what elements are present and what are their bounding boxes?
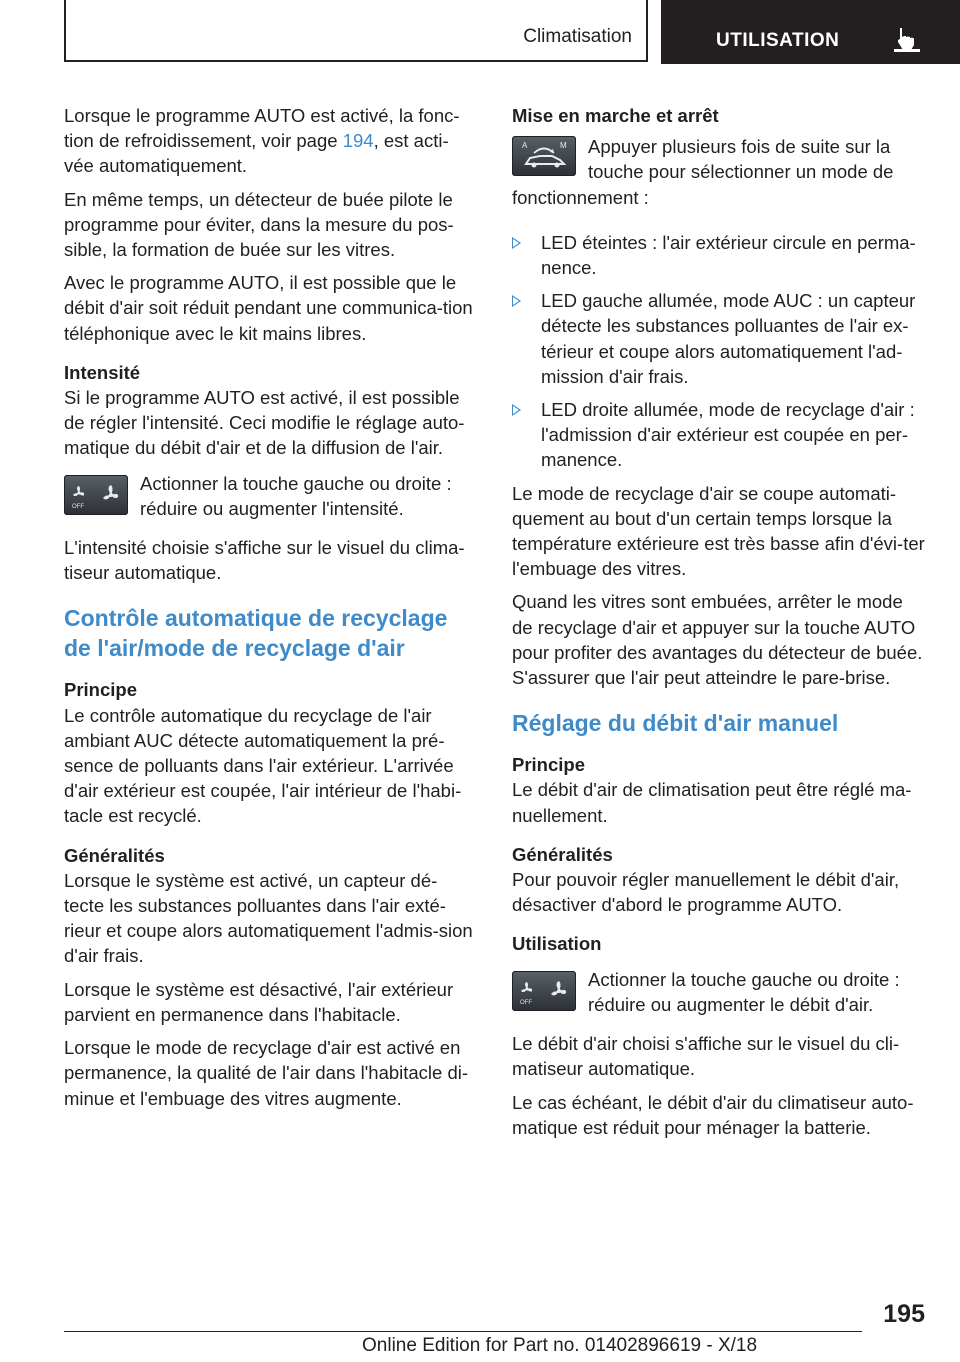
manual-airflow-section-title: Réglage du débit d'air manuel — [512, 710, 839, 737]
phone-call-paragraph: Avec le programme AUTO, il est possible que le débit d'air soit réduit pendant une communica‐tion téléphonique avec le kit mains libres. — [64, 272, 473, 344]
recirculation-button-text: Appuyer plusieurs fois de suite sur la touche pour sélectionner un mode de fonctionnement : — [512, 136, 894, 208]
principle-heading: Principe — [64, 679, 137, 701]
left-column — [64, 103, 477, 1119]
hand-pointer-icon — [894, 26, 920, 52]
bullet-triangle-icon — [512, 404, 521, 416]
fog-detector-paragraph: En même temps, un détecteur de buée pilote le programme pour éviter, dans la mesure du pos‐sible, la formation de buée sur les vitres. — [64, 188, 454, 261]
bullet-triangle-icon — [512, 237, 521, 249]
list-item: LED droite allumée, mode de recyclage d'air : l'admission d'air extérieur est coupée en per‐manence. — [512, 397, 925, 473]
intensity-text: Si le programme AUTO est activé, il est possible de régler l'intensité. Ceci modifie le réglage auto‐matique du débit d'air et de la diffusion de l'air. — [64, 387, 465, 459]
edition-footer: Online Edition for Part no. 01402896619 - X/18 — [362, 1335, 758, 1356]
section-tab — [661, 0, 960, 64]
auto-cooling-paragraph: Lorsque le programme AUTO est activé, la fonc‐tion de refroidissement, voir page 194, est acti‐vée automatiquement. — [64, 105, 460, 177]
intensity-heading: Intensité — [64, 361, 141, 383]
fan-icon — [551, 981, 566, 995]
general-paragraph-2: Lorsque le système est désactivé, l'air extérieur parvient en permanence dans l'habitacle. — [64, 978, 454, 1025]
list-item: LED éteintes : l'air extérieur circule en perma‐nence. — [512, 230, 925, 280]
fan-icon — [103, 485, 118, 499]
recirculation-button-image — [512, 136, 576, 176]
on-off-heading: Mise en marche et arrêt — [512, 105, 719, 126]
list-item: LED gauche allumée, mode AUC : un capteur détecte les substances polluantes de l'air ex‐térieur et coupe alors automatiquement l'ad‐mission d'air frais. — [512, 288, 925, 389]
recirculation-auto-off-paragraph: Le mode de recyclage d'air se coupe automati‐quement au bout d'un certain temps lorsque la température extérieure est très basse afin d'évi‐ter l'embuage des vitres. — [512, 482, 925, 580]
fan-icon-left — [73, 486, 84, 496]
intensity-button-instruction — [64, 471, 477, 521]
page-reference-link[interactable]: 194 — [342, 130, 374, 152]
general-paragraph-3: Lorsque le mode de recyclage d'air est activé en permanence, la qualité de l'air dans l'habitacle di‐minue et l'embuage des vitres augmente. — [64, 1037, 469, 1109]
car-recirculation-icon — [526, 149, 564, 168]
recirculation-section-title: Contrôle automatique de recyclage de l'air/mode de recyclage d'air — [64, 605, 448, 662]
airflow-display-paragraph: Le débit d'air choisi s'affiche sur le visuel du cli‐matiseur automatique. — [512, 1033, 900, 1080]
intensity-display-text: L'intensité choisie s'affiche sur le visuel du clima‐tiseur automatique. — [64, 537, 465, 584]
page-header — [64, 0, 960, 64]
fan-button-image-2 — [512, 971, 576, 1011]
principle-heading-2: Principe — [512, 754, 585, 776]
svg-text:M: M — [560, 141, 567, 151]
principle-text: Le contrôle automatique du recyclage de l'air ambiant AUC détecte automatiquement la pré‐sence de polluants dans l'air extérieur. L'arrivée d'air extérieur est coupée, l'air intérieur de l'habi‐tacle est recyclé. — [64, 704, 462, 827]
battery-paragraph: Le cas échéant, le débit d'air du climatiseur auto‐matique est réduit pour ménager la batterie. — [512, 1091, 914, 1138]
fan-button-image — [64, 475, 128, 515]
svg-text:OFF: OFF — [72, 503, 84, 510]
mode-list — [512, 230, 925, 473]
chapter-title: Climatisation — [523, 26, 632, 47]
chapter-box — [64, 0, 648, 62]
airflow-button-instruction — [512, 967, 925, 1017]
general-heading-2: Généralités — [512, 843, 613, 865]
airflow-button-text: Actionner la touche gauche ou droite : réduire ou augmenter le débit d'air. — [588, 968, 900, 1015]
intensity-button-text: Actionner la touche gauche ou droite : réduire ou augmenter l'intensité. — [140, 472, 452, 519]
fan-icon-left — [521, 982, 532, 992]
general-text-2: Pour pouvoir régler manuellement le débit d'air, désactiver d'abord le programme AUTO. — [512, 869, 900, 916]
footer-rule — [64, 1331, 862, 1332]
general-heading: Généralités — [64, 844, 165, 866]
usage-heading: Utilisation — [512, 933, 602, 955]
general-paragraph-1: Lorsque le système est activé, un capteur dé‐tecte les substances polluantes dans l'air exté‐rieur et coupe alors automatiquement l'admis‐sion d'air frais. — [64, 869, 473, 967]
svg-text:OFF: OFF — [520, 999, 532, 1006]
recirculation-button-instruction — [512, 134, 925, 210]
principle-text-2: Le débit d'air de climatisation peut être réglé ma‐nuellement. — [512, 779, 912, 826]
page-number: 195 — [883, 1300, 925, 1328]
right-column — [512, 103, 925, 1148]
section-tab-label: UTILISATION — [716, 30, 840, 51]
fogged-windows-paragraph: Quand les vitres sont embuées, arrêter le mode de recyclage d'air et appuyer sur la touche AUTO pour profiter des avantages du détecteur de buée. S'assurer que l'air peut atteindre le pare-brise. — [512, 591, 923, 689]
svg-text:A: A — [522, 141, 528, 151]
bullet-triangle-icon — [512, 295, 521, 307]
